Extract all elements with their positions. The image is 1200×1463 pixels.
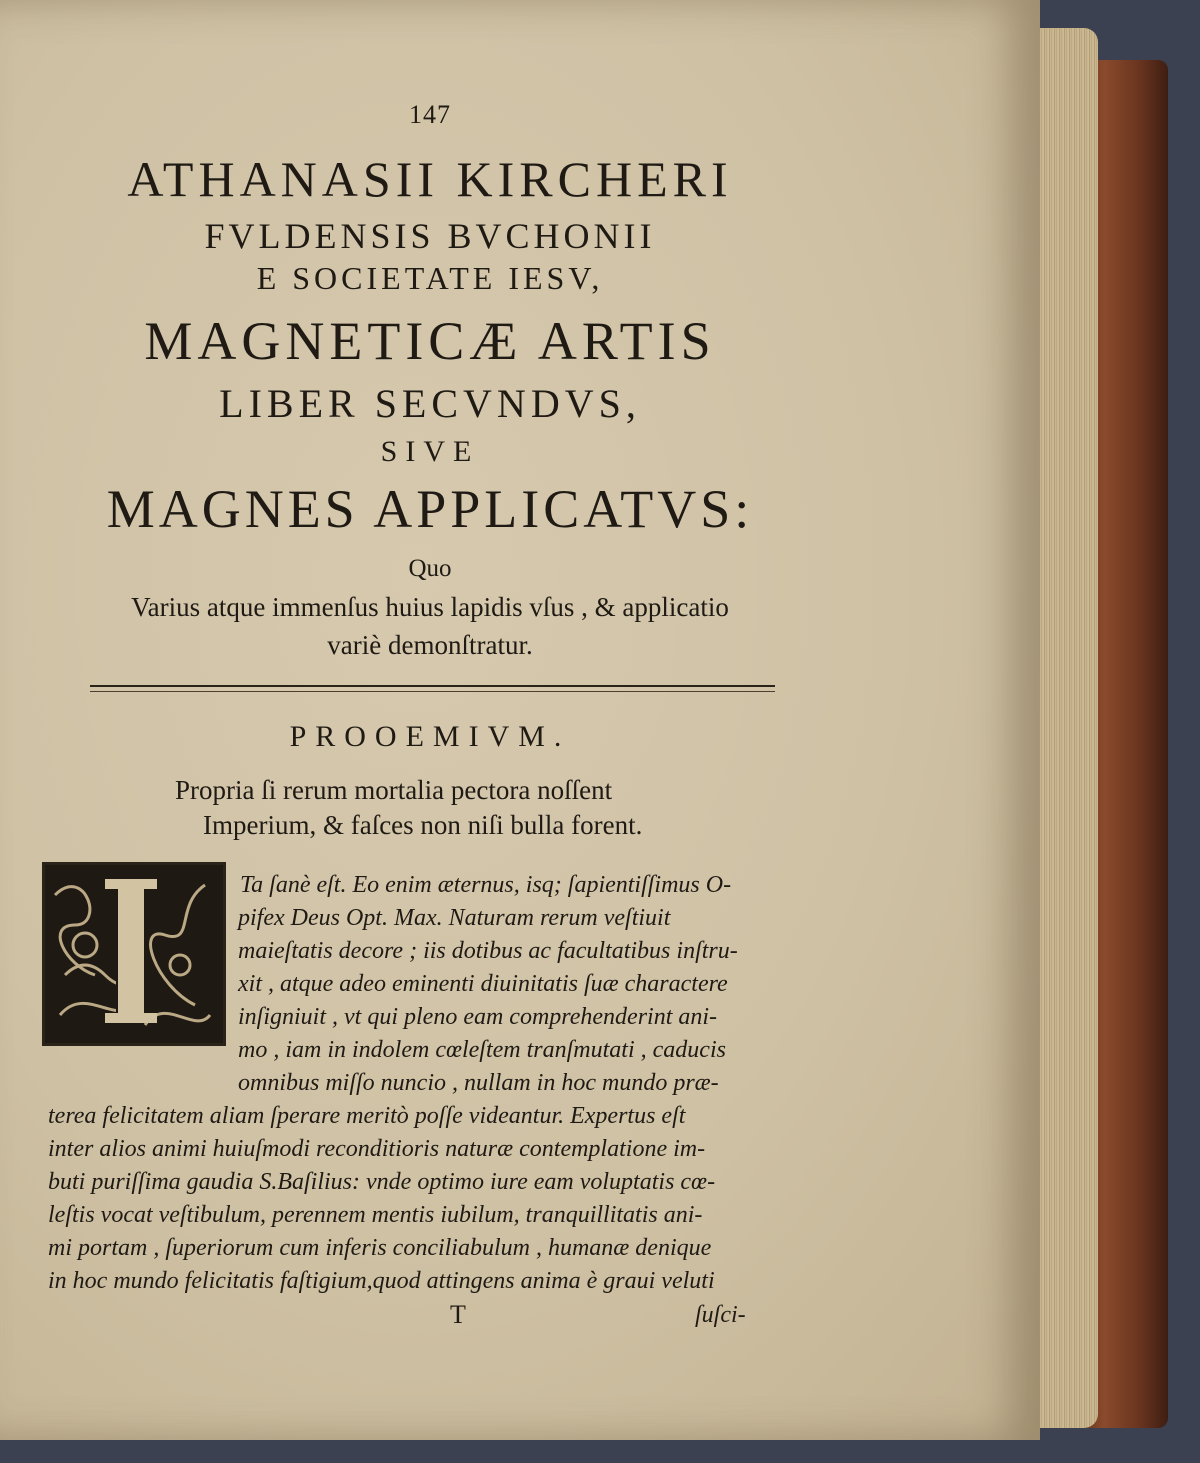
body-line: Ta ſanè eſt. Eo enim æternus, isq; ſapientiſſimus O- [240,872,732,898]
subtitle-line: Varius atque immenſus huius lapidis vſus , & applicatio [131,592,729,622]
divider-rule [90,691,775,692]
body-line: leſtis vocat veſtibulum, perennem mentis iubilum, tranquillitatis ani- [48,1202,703,1228]
title-author: ATHANASII KIRCHERI [127,151,733,207]
signature-mark: T [450,1300,466,1329]
verse-line: Propria ſi rerum mortalia pectora noſſent [175,775,613,805]
subtitle-line: variè demonſtratur. [327,630,533,660]
page-number: 147 [409,100,451,129]
body-line: xit , atque adeo eminenti diuinitatis ſuæ charactere [238,971,728,997]
body-line: mi portam , ſuperiorum cum inferis conciliabulum , humanæ denique [48,1235,712,1261]
title-sive: SIVE [380,435,480,468]
body-line: inter alios animi huiuſmodi reconditioris naturæ contemplatione im- [48,1136,706,1162]
subtitle-quo: Quo [408,555,452,582]
body-line: omnibus miſſo nuncio , nullam in hoc mundo præ- [238,1070,719,1096]
body-line: in hoc mundo felicitatis faſtigium,quod attingens anima è graui veluti [48,1268,715,1294]
body-line: terea felicitatem aliam ſperare meritò poſſe videantur. Expertus eſt [48,1103,686,1129]
decorated-initial-i [42,862,226,1046]
body-line: mo , iam in indolem cœleſtem tranſmutati , caducis [238,1037,726,1063]
body-line: inſigniuit , vt qui pleno eam comprehenderint ani- [238,1004,718,1030]
verse-line: Imperium, & faſces non niſi bulla forent. [203,810,643,840]
body-line: pifex Deus Opt. Max. Naturam rerum veſtiuit [238,905,671,931]
title-work: MAGNETICÆ ARTIS [144,311,716,371]
title-subtitle: MAGNES APPLICATVS: [106,479,754,539]
body-line: buti puriſſima gaudia S.Baſilius: vnde optimo iure eam voluptatis cœ- [48,1169,716,1195]
divider-rule [90,685,775,687]
title-society: E SOCIETATE IESV, [256,260,604,296]
title-origin: FVLDENSIS BVCHONII [204,216,656,256]
ornament-icon [45,865,217,1037]
section-heading: PROOEMIVM. [289,720,571,753]
catchword: ſuſci- [695,1302,746,1328]
title-book: LIBER SECVNDVS, [219,381,641,426]
body-line: maieſtatis decore ; iis dotibus ac facultatibus inſtru- [238,938,738,964]
